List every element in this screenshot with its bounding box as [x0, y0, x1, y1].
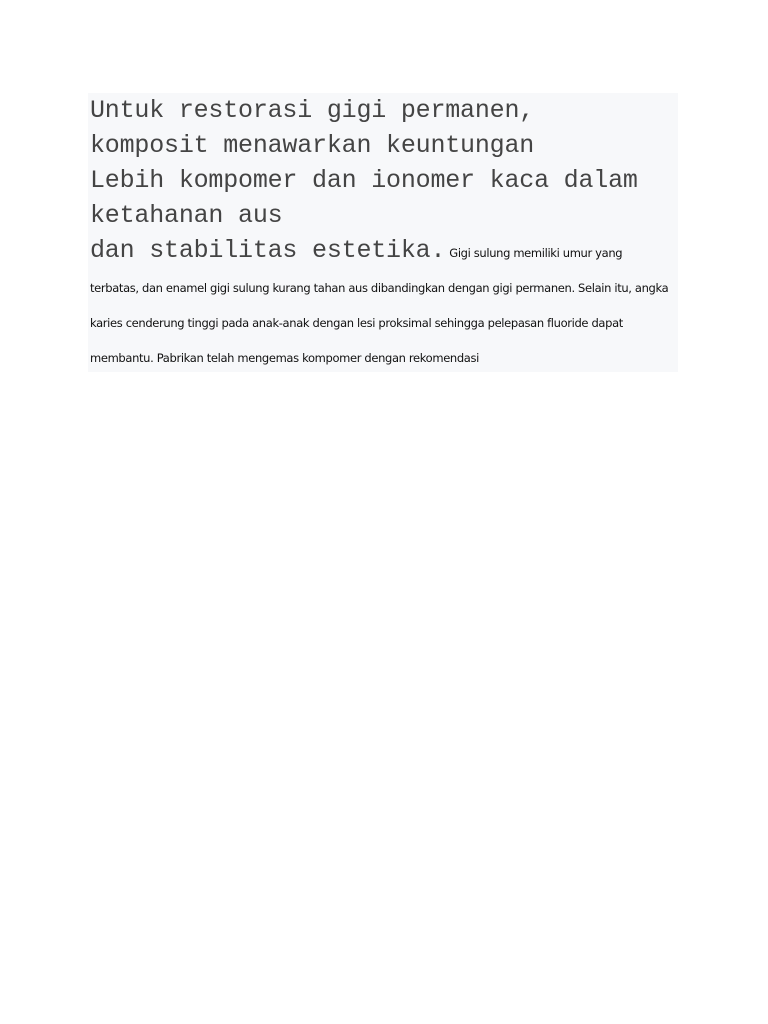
- text-line: karies cenderung tinggi pada anak-anak dengan lesi proksimal sehingga pelepasan fluoride dapat: [90, 316, 623, 330]
- text-line: komposit menawarkan keuntungan: [90, 131, 535, 160]
- text-fragment: Gigi sulung memiliki umur yang: [449, 246, 623, 260]
- text-line: Untuk restorasi gigi permanen,: [90, 96, 535, 125]
- text-fragment: dan stabilitas estetika.: [90, 236, 446, 265]
- text-line: ketahanan aus: [90, 201, 283, 230]
- text-line: membantu. Pabrikan telah mengemas kompomer dengan rekomendasi: [90, 351, 479, 365]
- text-line: terbatas, dan enamel gigi sulung kurang tahan aus dibandingkan dengan gigi permanen. Selain itu, angka: [90, 281, 669, 295]
- text-line: Lebih kompomer dan ionomer kaca dalam: [90, 166, 638, 195]
- document-text-block: [88, 93, 678, 372]
- mixed-text-line: [90, 233, 678, 271]
